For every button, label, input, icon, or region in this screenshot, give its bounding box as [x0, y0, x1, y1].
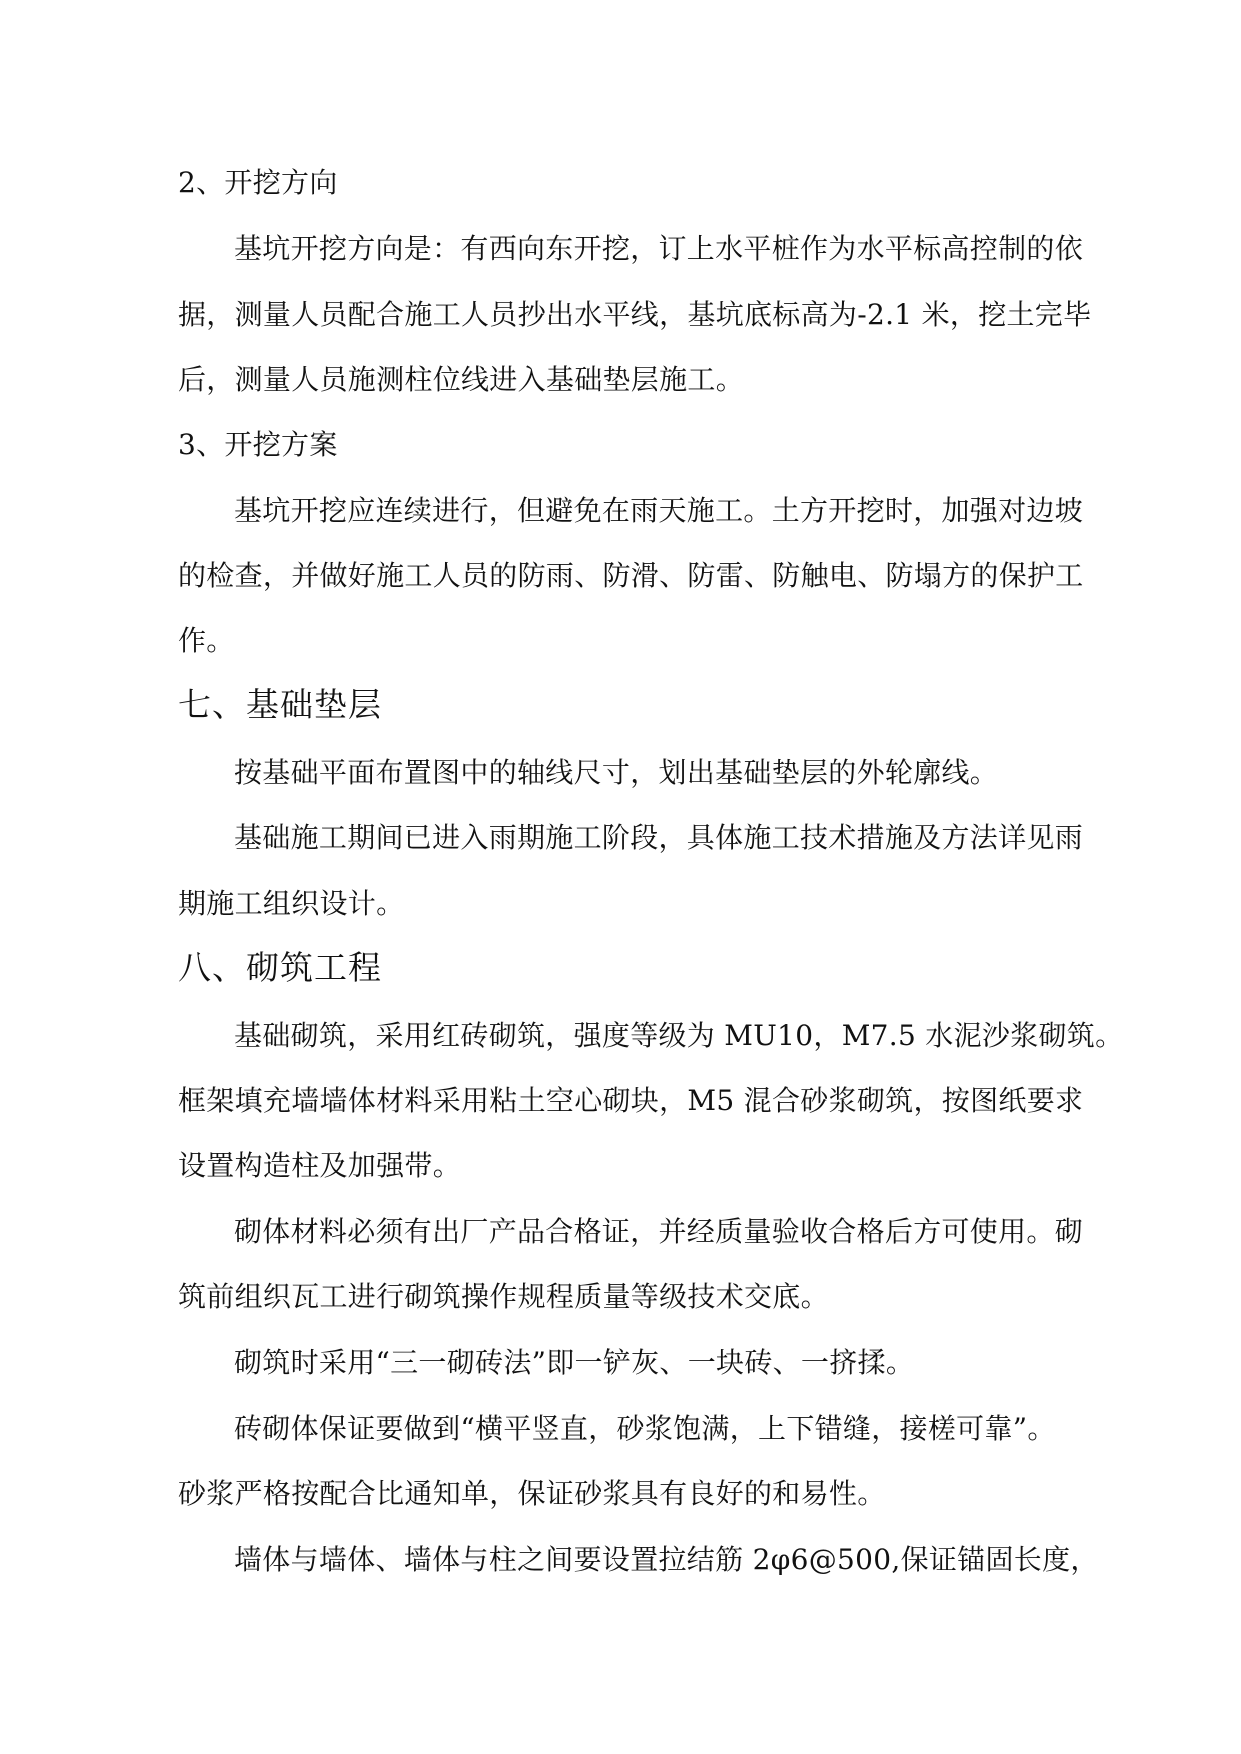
paragraph-line: 砂浆严格按配合比通知单，保证砂浆具有良好的和易性。 [178, 1477, 886, 1510]
paragraph-line: 期施工组织设计。 [178, 887, 405, 920]
paragraph-line: 基坑开挖方向是：有西向东开挖，订上水平桩作为水平标高控制的依 [234, 232, 1084, 265]
paragraph-line: 后，测量人员施测柱位线进入基础垫层施工。 [178, 363, 745, 396]
paragraph-line: 据，测量人员配合施工人员抄出水平线，基坑底标高为-2.1 米，挖土完毕 [178, 298, 1092, 331]
paragraph-line: 筑前组织瓦工进行砌筑操作规程质量等级技术交底。 [178, 1280, 829, 1313]
paragraph-line: 砌体材料必须有出厂产品合格证，并经质量验收合格后方可使用。砌 [234, 1215, 1084, 1248]
paragraph-line: 基础施工期间已进入雨期施工阶段，具体施工技术措施及方法详见雨 [234, 821, 1084, 854]
paragraph-line: 按基础平面布置图中的轴线尺寸，划出基础垫层的外轮廓线。 [234, 756, 999, 789]
section-heading-masonry: 八、砌筑工程 [178, 948, 382, 987]
paragraph-line: 基坑开挖应连续进行，但避免在雨天施工。土方开挖时，加强对边坡 [234, 494, 1084, 527]
paragraph-line: 作。 [178, 624, 235, 657]
subsection-title-excavation-direction: 2、开挖方向 [178, 166, 338, 199]
paragraph-line: 墙体与墙体、墙体与柱之间要设置拉结筋 2φ6@500,保证锚固长度， [234, 1543, 1099, 1576]
paragraph-line: 框架填充墙墙体材料采用粘土空心砌块，M5 混合砂浆砌筑，按图纸要求 [178, 1084, 1084, 1117]
paragraph-line: 基础砌筑，采用红砖砌筑，强度等级为 MU10，M7.5 水泥沙浆砌筑。 [234, 1019, 1124, 1052]
paragraph-line: 设置构造柱及加强带。 [178, 1149, 462, 1182]
section-heading-foundation-cushion: 七、基础垫层 [178, 685, 382, 724]
paragraph-line: 砌筑时采用“三一砌砖法”即一铲灰、一块砖、一挤揉。 [234, 1346, 915, 1379]
paragraph-line: 的检查，并做好施工人员的防雨、防滑、防雷、防触电、防塌方的保护工 [178, 559, 1084, 592]
paragraph-line: 砖砌体保证要做到“横平竖直，砂浆饱满，上下错缝，接槎可靠”。 [234, 1412, 1056, 1445]
subsection-title-excavation-plan: 3、开挖方案 [178, 428, 338, 461]
